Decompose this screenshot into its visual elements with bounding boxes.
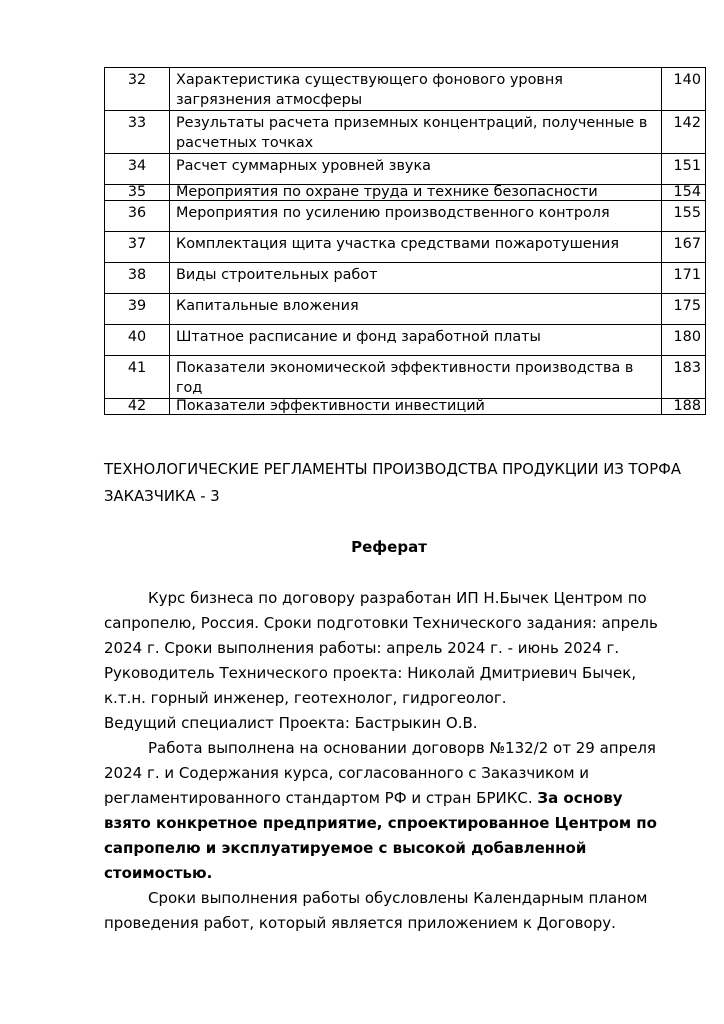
row-title: Комплектация щита участка средствами пожаротушения [170, 232, 662, 263]
paragraph [104, 736, 674, 886]
paragraph: Курс бизнеса по договору разработан ИП Н.Бычек Центром по сапропелю, Россия. Сроки подготовки Технического задания: апрель 2024 г. Сроки выполнения работы: апрель 2024 г. - июнь 2024 г. Руководитель Технического проекта: Николай Дмитриевич Бычек, к.т.н. горный инженер, геотехнолог, гидрогеолог. [104, 589, 658, 707]
row-title: Виды строительных работ [170, 263, 662, 294]
row-number: 39 [105, 294, 170, 325]
row-title: Характеристика существующего фонового уровня загрязнения атмосферы [170, 68, 662, 111]
table-row [105, 325, 706, 356]
paragraph: Сроки выполнения работы обусловлены Календарным планом проведения работ, который является приложением к Договору. [104, 889, 648, 932]
paragraph: Ведущий специалист Проекта: Бастрыкин О.В. [104, 714, 478, 732]
row-title: Результаты расчета приземных концентраций, полученные в расчетных точках [170, 111, 662, 154]
row-number: 37 [105, 232, 170, 263]
row-page: 167 [662, 232, 706, 263]
row-page: 151 [662, 154, 706, 185]
table-row [105, 356, 706, 399]
row-page: 142 [662, 111, 706, 154]
row-number: 32 [105, 68, 170, 111]
row-page: 171 [662, 263, 706, 294]
row-title: Капитальные вложения [170, 294, 662, 325]
row-title: Мероприятия по усилению производственного контроля [170, 201, 662, 232]
section-heading: ТЕХНОЛОГИЧЕСКИЕ РЕГЛАМЕНТЫ ПРОИЗВОДСТВА ПРОДУКЦИИ ИЗ ТОРФА ЗАКАЗЧИКА - 3 [104, 461, 681, 505]
table-row [105, 185, 706, 201]
row-title: Штатное расписание и фонд заработной платы [170, 325, 662, 356]
abstract-title: Реферат [351, 538, 427, 556]
paragraph-text: Работа выполнена на основании договорв №132/2 от 29 апреля 2024 г. и Содержания курса, согласованного с Заказчиком и регламентированного стандартом РФ и стран БРИКС. [104, 739, 656, 807]
row-number: 35 [105, 185, 170, 201]
row-page: 155 [662, 201, 706, 232]
row-number: 41 [105, 356, 170, 399]
table-row [105, 263, 706, 294]
abstract-body [104, 586, 674, 936]
bold-statement: За основу взято конкретное предприятие, спроектированное Центром по сапропелю и эксплуатируемое с высокой добавленной стоимостью. [104, 789, 657, 882]
table-row [105, 68, 706, 111]
row-title: Показатели эффективности инвестиций [170, 399, 662, 415]
row-number: 38 [105, 263, 170, 294]
table-row [105, 294, 706, 325]
row-number: 42 [105, 399, 170, 415]
row-page: 183 [662, 356, 706, 399]
table-row [105, 111, 706, 154]
row-number: 36 [105, 201, 170, 232]
row-number: 33 [105, 111, 170, 154]
table-row [105, 154, 706, 185]
table-row [105, 399, 706, 415]
table-row [105, 201, 706, 232]
table-row [105, 232, 706, 263]
row-title: Мероприятия по охране труда и технике безопасности [170, 185, 662, 201]
row-page: 175 [662, 294, 706, 325]
row-title: Расчет суммарных уровней звука [170, 154, 662, 185]
row-number: 40 [105, 325, 170, 356]
row-page: 180 [662, 325, 706, 356]
row-page: 188 [662, 399, 706, 415]
row-page: 140 [662, 68, 706, 111]
row-page: 154 [662, 185, 706, 201]
row-number: 34 [105, 154, 170, 185]
contents-table [104, 67, 706, 415]
row-title: Показатели экономической эффективности производства в год [170, 356, 662, 399]
